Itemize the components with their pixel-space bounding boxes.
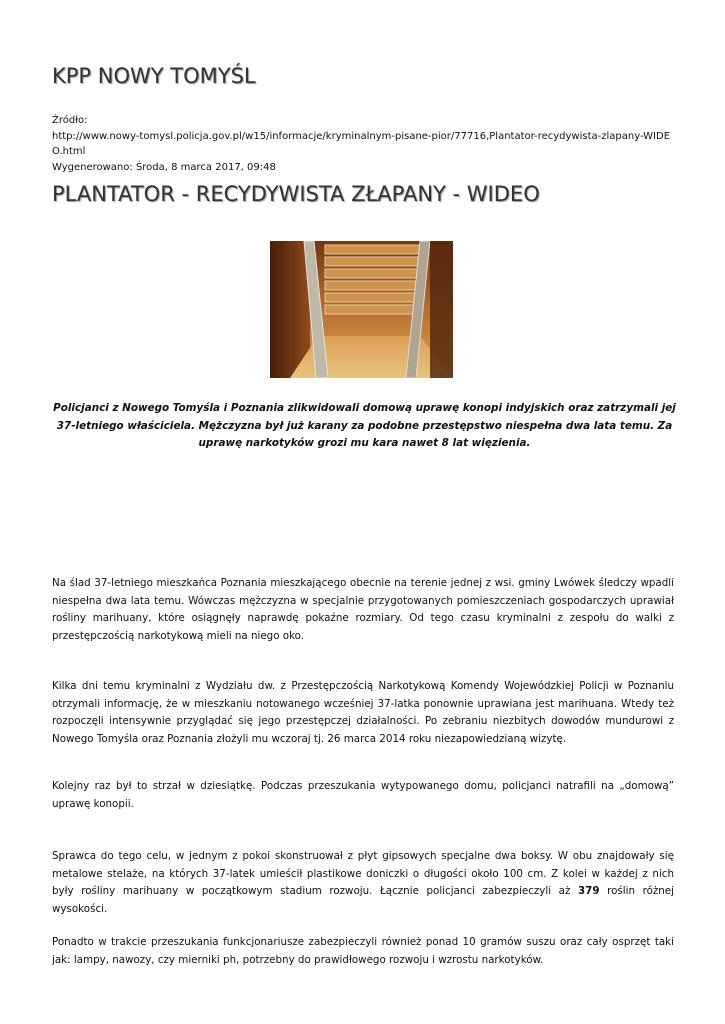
article-paragraph: Na ślad 37-letniego mieszkańca Poznania mieszkającego obecnie na terenie jednej z wsi. gminy Lwówek śledczy wpadli niespełna dwa lata temu. Wówczas mężczyzna w specjalnie przygotowanych pomieszczeniach gospodarczych uprawiał rośliny marihuany, które osiągnęły naprawdę pokaźne rozmiary. Od tego czasu kryminalni z zespołu do walki z przestępczością narkotykową mieli na niego oko. [52, 577, 674, 642]
site-title: KPP NOWY TOMYŚL [52, 64, 256, 88]
article-paragraph: Ponadto w trakcie przeszukania funkcjonariusze zabezpieczyli również ponad 10 gramów suszu oraz cały osprzęt taki jak: lampy, nawozy, czy mierniki ph, potrzebny do prawidłowego rozwoju i wzrostu narkotyków. [52, 936, 674, 966]
generated-timestamp: Wygenerowano: Środa, 8 marca 2017, 09:48 [52, 161, 276, 173]
paragraph-text: Sprawca do tego celu, w jednym z pokoi skonstruował z płyt gipsowych specjalne dwa boksy. W obu znajdowały się metalowe stelaże, na których 37-latek umieścił plastikowe doniczki o długości około 100 cm. Z kolei w każdej z nich były rośliny marihuany w początkowym stadium rozwoju. Łącznie policjanci zabezpieczyli aż [52, 850, 674, 897]
article-paragraph [52, 848, 674, 918]
plant-count: 379 [577, 885, 600, 897]
source-label: Źródło: [52, 115, 88, 126]
source-url[interactable]: http://www.nowy-tomysl.policja.gov.pl/w15/informacje/kryminalnym-pisane-pior/77716,Plantator-recydywista-zlapany-WIDEO.html [52, 130, 671, 157]
article-photo [270, 241, 453, 378]
article-paragraph: Kolejny raz był to strzał w dziesiątkę. Podczas przeszukania wytypowanego domu, policjanci natrafili na „domową” uprawę konopii. [52, 780, 674, 810]
article-title: PLANTATOR - RECYDYWISTA ZŁAPANY - WIDEO [52, 182, 540, 206]
source-meta [52, 113, 677, 175]
article-lead: Policjanci z Nowego Tomyśla i Poznania zlikwidowali domową uprawę konopi indyjskich oraz zatrzymali jej 37-letniego właściciela. Mężczyzna był już karany za podobne przestępstwo niespełna dwa lata temu. Za uprawę narkotyków grozi mu kara nawet 8 lat więzienia. [53, 402, 676, 449]
article-paragraph: Kilka dni temu kryminalni z Wydziału dw. z Przestępczością Narkotykową Komendy Wojewódzkiej Policji w Poznaniu otrzymali informację, że w mieszkaniu notowanego wcześniej 37-latka ponownie uprawiana jest marihuana. Wtedy też rozpoczęli intensywnie przyglądać się jego przestępczej działalności. Po zebraniu niezbitych dowodów mundurowi z Nowego Tomyśla oraz Poznania złożyli mu wczoraj tj. 26 marca 2014 roku niezapowiedzianą wizytę. [52, 680, 674, 745]
paragraph-text: roślin różnej wysokości. [52, 885, 674, 915]
